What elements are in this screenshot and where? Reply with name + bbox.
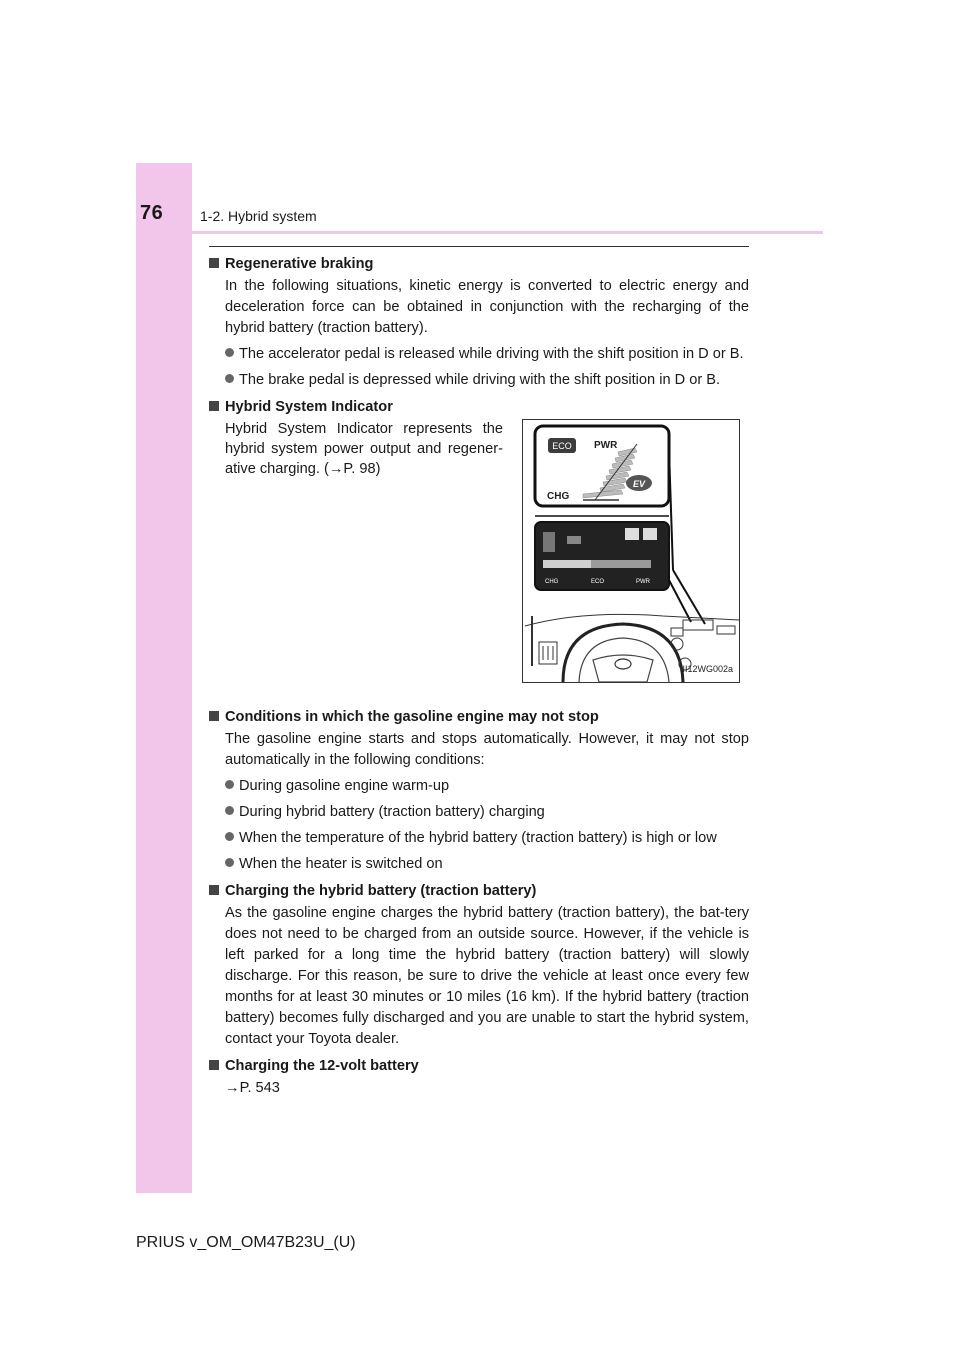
section-charging-12v-battery bbox=[209, 1056, 749, 1099]
eco-label: ECO bbox=[552, 441, 572, 451]
content-rule bbox=[209, 246, 749, 247]
heading-text: Charging the 12-volt battery bbox=[225, 1058, 419, 1074]
heading-text: Charging the hybrid battery (traction battery) bbox=[225, 883, 537, 899]
square-bullet-icon bbox=[209, 258, 219, 268]
section-title: 1-2. Hybrid system bbox=[200, 208, 317, 224]
section-body: In the following situations, kinetic energy is converted to electric energy and deceleration force can be obtained in conjunction with the recharging of the hybrid battery (traction battery). bbox=[225, 278, 749, 336]
round-bullet-icon bbox=[225, 780, 234, 789]
pwr-label: PWR bbox=[594, 440, 618, 451]
list-item-text: During gasoline engine warm-up bbox=[239, 778, 450, 794]
section-body: As the gasoline engine charges the hybrid battery (traction battery), the bat-tery does not need to be charged from an outside source. However, if the vehicle is left parked for a long time the hybrid battery (traction battery) will slowly discharge. For this reason, be sure to drive the vehicle at least once every few months for at least 30 minutes or 10 miles (16 km). If the hybrid battery (traction battery) becomes fully discharged and you are unable to start the hybrid system, contact your Toyota dealer. bbox=[225, 905, 749, 1047]
square-bullet-icon bbox=[209, 401, 219, 411]
page-number: 76 bbox=[140, 202, 164, 224]
list-item-text: The brake pedal is depressed while driving with the shift position in D or B. bbox=[239, 372, 721, 388]
side-band bbox=[136, 163, 192, 1193]
round-bullet-icon bbox=[225, 858, 234, 867]
list-item bbox=[209, 802, 749, 823]
list-item-text: When the heater is switched on bbox=[239, 856, 443, 872]
list-item-text: When the temperature of the hybrid battery (traction battery) is high or low bbox=[239, 830, 717, 846]
list-item bbox=[209, 854, 749, 875]
round-bullet-icon bbox=[225, 806, 234, 815]
section-heading bbox=[209, 397, 749, 418]
page-content bbox=[209, 254, 749, 1099]
section-engine-may-not-stop bbox=[209, 707, 749, 875]
header-rule bbox=[136, 231, 823, 234]
ev-label: EV bbox=[632, 479, 646, 489]
round-bullet-icon bbox=[225, 348, 234, 357]
list-item bbox=[209, 828, 749, 849]
section-hybrid-system-indicator bbox=[209, 397, 749, 717]
round-bullet-icon bbox=[225, 374, 234, 383]
chg-label: CHG bbox=[547, 491, 570, 502]
round-bullet-icon bbox=[225, 832, 234, 841]
bar-eco-label: ECO bbox=[591, 579, 605, 585]
section-heading bbox=[209, 254, 749, 275]
section-body: The gasoline engine starts and stops automatically. However, it may not stop automatically in the following conditions: bbox=[225, 731, 749, 768]
heading-text: Conditions in which the gasoline engine may not stop bbox=[225, 709, 599, 725]
section-heading bbox=[209, 881, 749, 902]
heading-text: Hybrid System Indicator bbox=[225, 399, 393, 415]
section-regenerative-braking bbox=[209, 254, 749, 391]
section-body: Hybrid System Indicator represents the hybrid system power output and regener-ative charging. (→P. 98) bbox=[225, 421, 503, 477]
bar-pwr-label: PWR bbox=[636, 579, 650, 585]
dashboard-drawing bbox=[523, 420, 739, 682]
indicator-row bbox=[209, 419, 749, 717]
list-item bbox=[209, 776, 749, 797]
bar-chg-label: CHG bbox=[545, 579, 559, 585]
list-item-text: The accelerator pedal is released while driving with the shift position in D or B. bbox=[239, 346, 744, 362]
square-bullet-icon bbox=[209, 1060, 219, 1070]
heading-text: Regenerative braking bbox=[225, 256, 374, 272]
page-reference-link[interactable]: →P. 543 bbox=[225, 1080, 280, 1096]
section-heading bbox=[209, 1056, 749, 1077]
list-item bbox=[209, 344, 749, 365]
figure-code: II12WG002a bbox=[682, 664, 733, 674]
list-item bbox=[209, 370, 749, 391]
list-item-text: During hybrid battery (traction battery) charging bbox=[239, 804, 545, 820]
footer-code: PRIUS v_OM_OM47B23U_(U) bbox=[136, 1234, 356, 1251]
hybrid-indicator-illustration bbox=[522, 419, 740, 683]
section-charging-hybrid-battery bbox=[209, 881, 749, 1050]
square-bullet-icon bbox=[209, 885, 219, 895]
